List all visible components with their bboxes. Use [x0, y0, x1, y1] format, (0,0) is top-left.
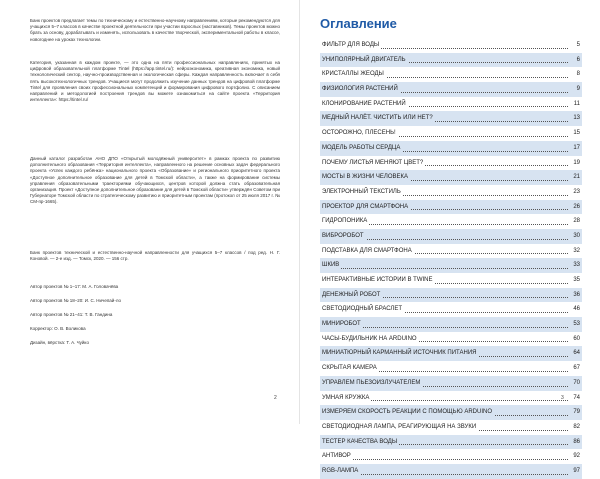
- toc-entry[interactable]: [320, 435, 582, 450]
- toc-entry-page: 97: [571, 464, 580, 478]
- toc-entry-title: МИНИАТЮРНЫЙ КАРМАННЫЙ ИСТОЧНИК ПИТАНИЯ: [322, 346, 479, 360]
- page-number: 2: [274, 395, 277, 401]
- toc-entry[interactable]: [320, 244, 582, 259]
- credit-line: Автор проектов № 21–41: Т. В. Гандина: [30, 312, 113, 317]
- credit-line: Дизайн, вёрстка: Т. А. Чуйко: [30, 340, 89, 345]
- toc-entry[interactable]: [320, 258, 582, 273]
- toc-entry[interactable]: [320, 82, 582, 97]
- toc-entry[interactable]: [320, 273, 582, 288]
- toc-entry-title: МИНИРОБОТ: [322, 317, 363, 331]
- toc-entry-page: 23: [571, 185, 580, 199]
- toc-entry-title: ГИДРОПОНИКА: [322, 214, 369, 228]
- table-of-contents: [320, 38, 582, 479]
- toc-entry-title: ИНТЕРАКТИВНЫЕ ИСТОРИИ В TWINE: [322, 273, 435, 287]
- toc-entry-page: 74: [571, 391, 580, 405]
- category-paragraph: Категория, указанная в каждом проекте, — это одна на пяти профессиональных направлениях, принятых на цифровой образовательной платформе Tintel (https://app.tintel.ru/): нейроэкономика, креативная экономика, новый технологический сектор, научно-производственная и экологическая сферы. Каждая направленность включает в себя пять высокотехнологичных трендов. Учащиеся могут продолжить изучение данных трендов на цифровой платформе Tintel для проявления своих профессиональных компетенций и формирования цифрового портфолио. С описанием направлений и методологией построения трендов вы можете ознакомиться на сайте проекта «Территория интеллекта»: https://tintel.ru/: [30, 60, 280, 103]
- toc-entry[interactable]: [320, 332, 582, 347]
- toc-entry-page: 86: [571, 435, 580, 449]
- toc-entry-title: УНИПОЛЯРНЫЙ ДВИГАТЕЛЬ: [322, 53, 408, 67]
- toc-leader-dots: [322, 268, 568, 269]
- toc-entry-page: 35: [571, 273, 580, 287]
- toc-entry-title: ИЗМЕРЯЕМ СКОРОСТЬ РЕАКЦИИ С ПОМОЩЬЮ ARDUINO: [322, 405, 494, 419]
- intro-paragraph: Банк проектов предлагает темы по техническому и естественно-научному направлениям, которые рекомендуются для учащихся 5–7 классов в качестве проектной деятельности при участии взрослых (наставников). Темы проектов можно брать за основу, дорабатывать и изменять, использовать в качестве творческой, экспериментальной работы в классе, новогоднее на уроках технологии.: [30, 18, 280, 42]
- toc-entry-page: 5: [575, 38, 580, 52]
- page-number: 3: [561, 395, 564, 401]
- toc-entry[interactable]: [320, 214, 582, 229]
- toc-entry-page: 21: [571, 170, 580, 184]
- toc-entry[interactable]: [320, 97, 582, 112]
- toc-entry[interactable]: [320, 38, 582, 53]
- toc-entry-title: ПОЧЕМУ ЛИСТЬЯ МЕНЯЮТ ЦВЕТ?: [322, 156, 425, 170]
- toc-entry-page: 15: [571, 126, 580, 140]
- toc-entry-page: 79: [571, 405, 580, 419]
- toc-entry-title: АНТИВОР: [322, 449, 353, 463]
- toc-entry-page: 11: [572, 97, 580, 111]
- toc-entry[interactable]: [320, 464, 582, 479]
- left-page: [0, 0, 300, 424]
- toc-entry[interactable]: [320, 346, 582, 361]
- toc-entry-title: ЧАСЫ-БУДИЛЬНИК НА ARDUINO: [322, 332, 419, 346]
- toc-entry-page: 32: [571, 244, 580, 258]
- toc-entry[interactable]: [320, 170, 582, 185]
- toc-entry-title: ФИЛЬТР ДЛЯ ВОДЫ: [322, 38, 381, 52]
- toc-entry-title: КРИСТАЛЛЫ ЖЕОДЫ: [322, 67, 386, 81]
- toc-entry[interactable]: [320, 229, 582, 244]
- toc-entry-title: ЭЛЕКТРОННЫЙ ТЕКСТИЛЬ: [322, 185, 403, 199]
- toc-entry-title: ПРОЕКТОР ДЛЯ СМАРТФОНА: [322, 200, 410, 214]
- toc-entry-title: СВЕТОДИОДНЫЙ БРАСЛЕТ: [322, 302, 404, 316]
- toc-entry-title: СВЕТОДИОДНАЯ ЛАМПА, РЕАГИРУЮЩАЯ НА ЗВУКИ: [322, 420, 478, 434]
- toc-entry[interactable]: [320, 420, 582, 435]
- toc-entry-title: СКРЫТАЯ КАМЕРА: [322, 361, 379, 375]
- toc-entry[interactable]: [320, 126, 582, 141]
- toc-entry-title: ДЕНЕЖНЫЙ РОБОТ: [322, 288, 382, 302]
- toc-entry[interactable]: [320, 449, 582, 464]
- toc-entry-title: ПОДСТАВКА ДЛЯ СМАРТФОНА: [322, 244, 414, 258]
- citation-paragraph: Банк проектов технической и естественно-научной направленности для учащихся 5–7 классов / под ред. Н. Г. Коновой. — 2-е изд. — Томск, 2020. — 156 стр.: [30, 250, 280, 262]
- toc-entry-title: МОСТЫ В ЖИЗНИ ЧЕЛОВЕКА: [322, 170, 410, 184]
- toc-entry-page: 92: [571, 449, 580, 463]
- toc-entry-title: ШКИВ: [322, 258, 341, 272]
- credit-line: Автор проектов № 1–17: М. А. Головачёва: [30, 284, 119, 289]
- toc-entry[interactable]: [320, 185, 582, 200]
- toc-entry-page: 19: [571, 156, 580, 170]
- toc-entry-page: 13: [571, 111, 580, 125]
- toc-entry-page: 82: [571, 420, 580, 434]
- toc-entry[interactable]: [320, 391, 582, 406]
- toc-entry-page: 9: [575, 82, 580, 96]
- toc-leader-dots: [322, 459, 568, 460]
- toc-entry-page: 64: [571, 346, 580, 360]
- toc-entry-page: 36: [571, 288, 580, 302]
- toc-entry[interactable]: [320, 302, 582, 317]
- toc-entry-title: ВИБРОРОБОТ: [322, 229, 366, 243]
- toc-entry[interactable]: [320, 156, 582, 171]
- toc-entry-title: КЛОНИРОВАНИЕ РАСТЕНИЙ: [322, 97, 408, 111]
- toc-entry-page: 70: [571, 376, 580, 390]
- toc-entry[interactable]: [320, 141, 582, 156]
- toc-entry-title: ФИЗИОЛОГИЯ РАСТЕНИЙ: [322, 82, 400, 96]
- toc-entry-page: 67: [571, 361, 580, 375]
- toc-entry-page: 53: [571, 317, 580, 331]
- toc-entry[interactable]: [320, 376, 582, 391]
- toc-entry-title: ТЕСТЕР КАЧЕСТВА ВОДЫ: [322, 435, 399, 449]
- toc-entry[interactable]: [320, 53, 582, 68]
- credit-line: Автор проектов № 18–20: И. С. Ничепай-ло: [30, 298, 121, 303]
- toc-entry[interactable]: [320, 317, 582, 332]
- toc-entry-title: RGB-ЛАМПА: [322, 464, 360, 478]
- toc-entry-page: 26: [571, 200, 580, 214]
- toc-entry[interactable]: [320, 288, 582, 303]
- toc-entry-title: УМНАЯ КРУЖКА: [322, 391, 371, 405]
- toc-entry-page: 33: [571, 258, 580, 272]
- toc-entry[interactable]: [320, 361, 582, 376]
- toc-entry[interactable]: [320, 111, 582, 126]
- toc-entry-page: 28: [571, 214, 580, 228]
- toc-entry[interactable]: [320, 67, 582, 82]
- toc-entry[interactable]: [320, 405, 582, 420]
- toc-entry-page: 6: [575, 53, 580, 67]
- toc-entry-title: МЕДНЫЙ НАЛЁТ. ЧИСТИТЬ ИЛИ НЕТ?: [322, 111, 435, 125]
- catalog-paragraph: Данный каталог разработан АНО ДПО «Открытый молодёжный университет» в рамках проекта по развитию дополнительного образования «Территория интеллекта», направленного на решение основных задач федерального проекта «Успех каждого ребёнка» национального проекта «Образование» и регионального приоритетного проекта «Доступное дополнительное образование для детей в Томской области», а также на формирование системы управления образовательными траекториями обучающихся, центров которой должна стать образовательная организация. Проект «Доступное дополнительное образование для детей в Томской области» утверждён Советом при Губернаторе Томской области по стратегическому развитию и приоритетным проектам (протокол от 25 июля 2017 г. № СМ-пр-1665).: [30, 156, 280, 205]
- toc-entry-page: 60: [571, 332, 580, 346]
- toc-entry-title: ОСТОРОЖНО, ПЛЕСЕНЬ!: [322, 126, 398, 140]
- toc-entry-page: 46: [571, 302, 580, 316]
- toc-entry[interactable]: [320, 200, 582, 215]
- toc-entry-title: МОДЕЛЬ РАБОТЫ СЕРДЦА: [322, 141, 402, 155]
- toc-entry-page: 30: [571, 229, 580, 243]
- toc-entry-title: УПРАВЛЕМ ПЬЕЗОИЗЛУЧАТЕЛЕМ: [322, 376, 422, 390]
- toc-entry-page: 8: [575, 67, 580, 81]
- toc-entry-page: 17: [571, 141, 580, 155]
- credit-line: Корректор: О. В. Воликова: [30, 326, 86, 331]
- toc-heading: Оглавление: [320, 16, 397, 31]
